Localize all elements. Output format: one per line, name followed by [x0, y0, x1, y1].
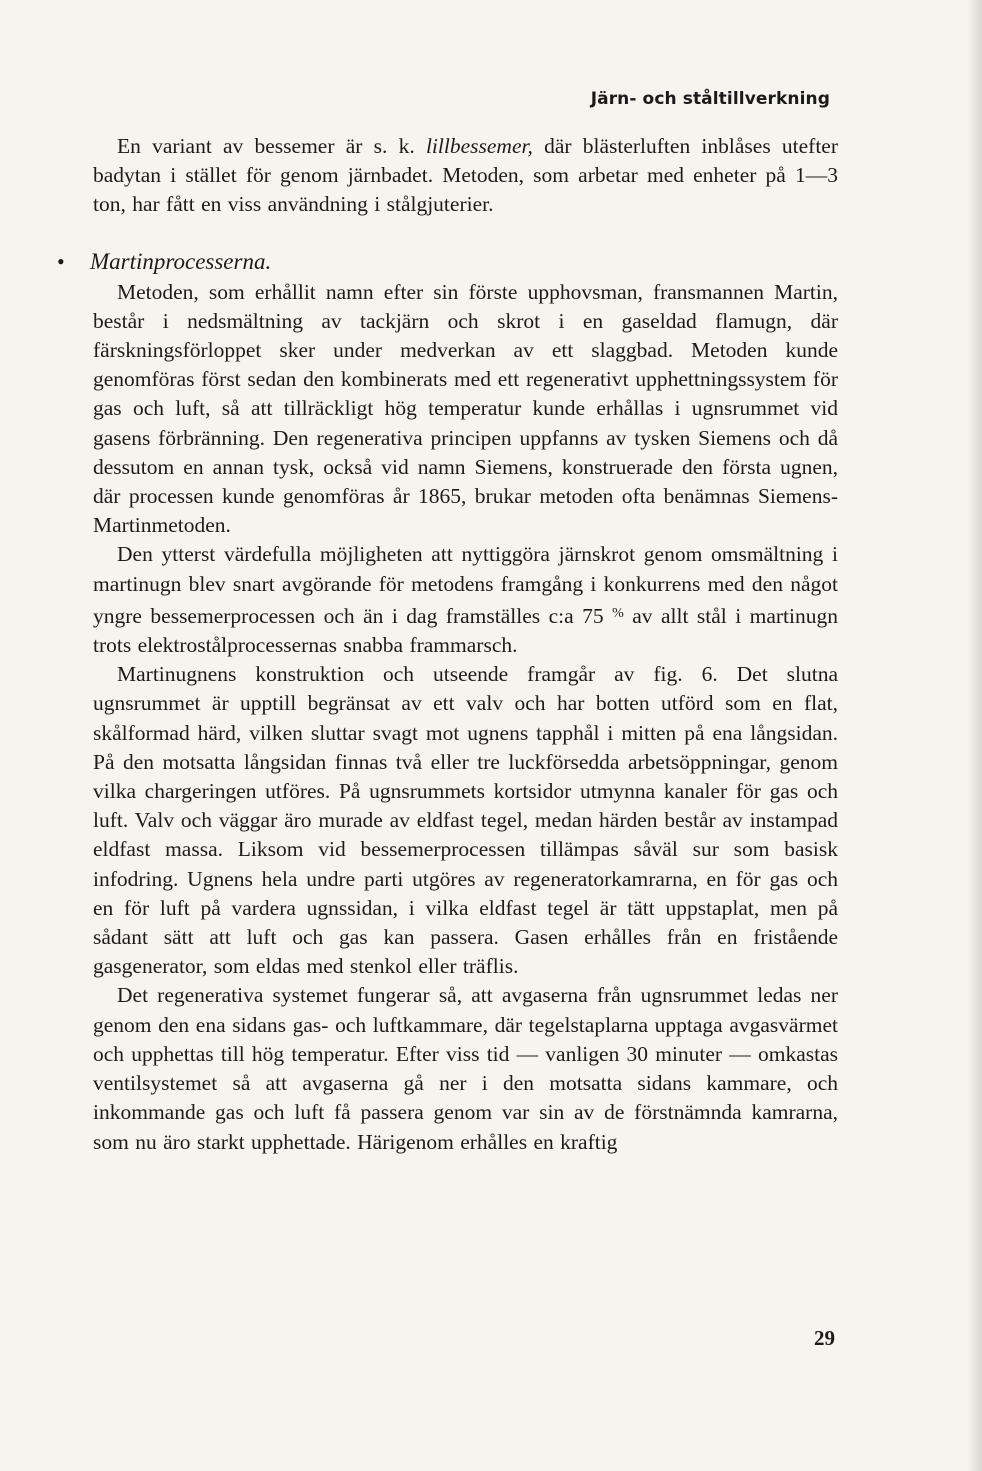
scrap-after: av allt stål i martinugn trots elektrostålprocessernas snabba frammarsch.	[93, 603, 838, 658]
section-heading	[57, 247, 838, 277]
paragraph-scrap	[93, 540, 838, 660]
scrap-before: Den ytterst värdefulla möjligheten att nyttiggöra järnskrot genom omsmältning i martinugn blev snart avgörande för metodens framgång i konkurrens med den något yngre bessemerprocessen och än i dag framställes c:a 75	[93, 542, 838, 628]
section-title: Martinprocesserna.	[90, 248, 272, 274]
body-text	[57, 132, 839, 1157]
page-number: 29	[814, 1326, 835, 1350]
paragraph-regenerative: Det regenerativa systemet fungerar så, att avgaserna från ugnsrummet ledas ner genom den ena sidans gas- och luftkammare, där tegelstaplarna upptaga avgasvärmet och upphettas till hög temperatur. Efter viss tid — vanligen 30 minuter — omkastas ventilsystemet så att avgaserna gå ner i den motsatta sidans kammare, och inkommande gas och luft få passera genom var sin av de förstnämnda kamrarna, som nu äro starkt upphettade. Härigenom erhålles en kraftig	[93, 983, 838, 1154]
paragraph-martin-method: Metoden, som erhållit namn efter sin förste upphovsman, fransmannen Martin, består i nedsmältning av tackjärn och skrot i en gaseldad flamugn, där färskningsförloppet sker under medverkan av ett slaggbad. Metoden kunde genomföras först sedan den kombinerats med ett regenerativt upphettningssystem för gas och luft, så att tillräckligt hög temperatur kunde erhållas i ugnsrummet vid gasens förbränning. Den regenerativa principen uppfanns av tysken Siemens och då dessutom en annan tysk, också vid namn Siemens, konstruerade den första ugnen, där processen kunde genomföras år 1865, brukar metoden ofta benämnas Siemens-Martinmetoden.	[93, 279, 838, 538]
bullet-mark: •	[57, 248, 65, 274]
intro-before: En variant av bessemer är s. k.	[117, 134, 426, 158]
page-edge-shadow	[968, 0, 982, 1471]
paragraph-construction: Martinugnens konstruktion och utseende framgår av fig. 6. Det slutna ugnsrummet är upptill begränsat av ett valv och har botten utförd som en flat, skålformad härd, vilken sluttar svagt mot ugnens tapphål i mitten på ena långsidan. På den motsatta långsidan finnas två eller tre luckförsedda arbetsöppningar, genom vilka chargeringen utföres. På ugnsrummets kortsidor utmynna kanaler för gas och luft. Valv och väggar äro murade av eldfast tegel, medan härden består av instampad eldfast massa. Liksom vid bessemerprocessen tillämpas såväl sur som basisk infodring. Ugnens hela undre parti utgöres av regeneratorkamrarna, en för gas och en för luft på vardera ugnssidan, i vilka eldfast tegel är tätt uppstaplat, men på sådant sätt att luft och gas kan passera. Gasen erhålles från en fristående gasgenerator, som eldas med stenkol eller träflis.	[93, 662, 838, 979]
intro-paragraph	[93, 132, 838, 220]
percent-sign: %	[612, 605, 624, 621]
intro-after: där blästerluften inblåses utefter badytan i stället för genom järnbadet. Metoden, som arbetar med enheter på 1—3 ton, har fått en viss användning i stålgjuterier.	[93, 134, 839, 217]
term-lillbessemer: lillbessemer,	[425, 134, 533, 158]
running-head: Järn- och ståltillverkning	[590, 89, 830, 109]
